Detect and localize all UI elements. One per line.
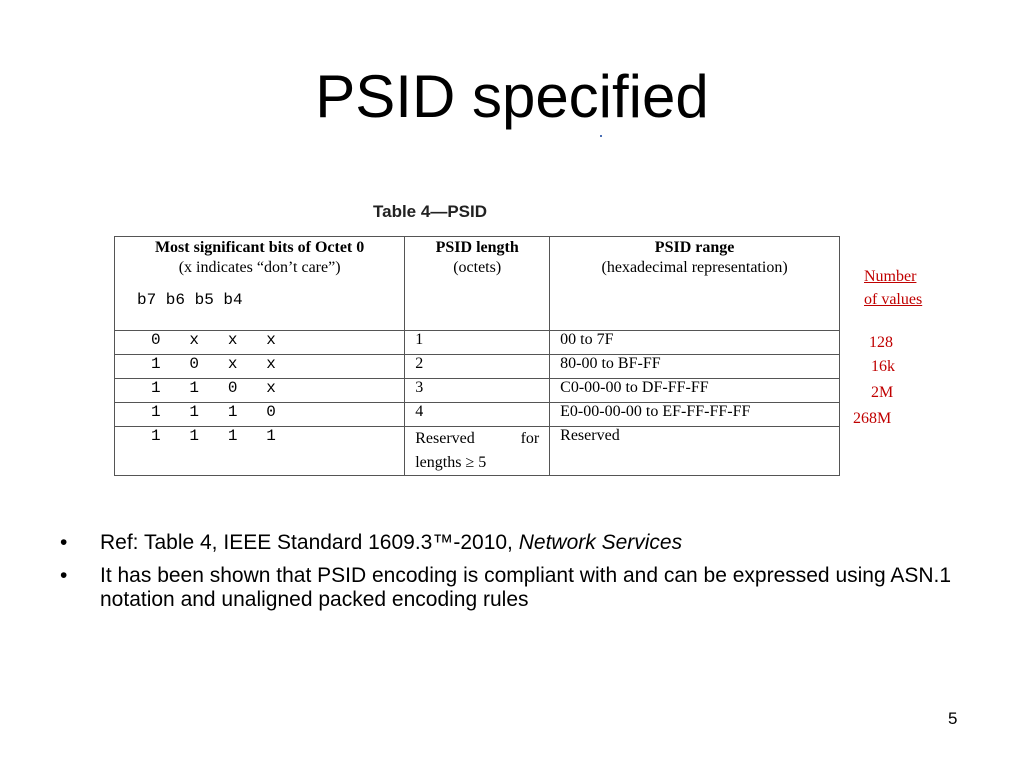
header-bit-labels: b7 b6 b5 b4	[137, 291, 243, 309]
row-bits: 1 1 0 x	[115, 379, 405, 403]
header-bits	[115, 237, 405, 331]
value-count-4: 268M	[853, 410, 892, 427]
row-length: 3	[405, 379, 550, 403]
row-length: 1	[405, 331, 550, 355]
row-range: E0-00-00-00 to EF-FF-FF-FF	[550, 403, 840, 427]
header-range-title: PSID range	[654, 239, 735, 256]
table-header-row	[115, 237, 840, 331]
bullet-list	[60, 531, 960, 621]
bullet-text	[100, 531, 960, 555]
row-bits: 1 1 1 1	[115, 427, 405, 476]
header-range-subtitle: (hexadecimal representation)	[601, 259, 788, 276]
value-count-2: 16k	[871, 358, 895, 375]
bullet-icon: •	[60, 531, 68, 554]
table-row	[115, 331, 840, 355]
bullet-item	[60, 564, 960, 612]
for-word: for	[520, 430, 540, 447]
table-caption: Table 4—PSID	[373, 202, 487, 221]
row-bits: 0 x x x	[115, 331, 405, 355]
bullet-text: It has been shown that PSID encoding is compliant with and can be expressed using ASN.1 notation and unaligned packed encoding rules	[100, 564, 952, 611]
bullet-ref-text: Ref: Table 4, IEEE Standard 1609.3™-2010,	[100, 531, 519, 554]
decorative-dot	[600, 135, 602, 137]
table-row	[115, 379, 840, 403]
table-row	[115, 427, 840, 476]
bullet-item	[60, 531, 960, 555]
psid-table	[114, 236, 840, 476]
number-of-values-line1: Number	[864, 268, 917, 285]
row-range: 80-00 to BF-FF	[550, 355, 840, 379]
row-range: Reserved	[550, 427, 840, 476]
table-row	[115, 355, 840, 379]
reserved-line	[415, 427, 539, 451]
value-count-3: 2M	[871, 384, 894, 401]
header-bits-title: Most significant bits of Octet 0	[154, 239, 365, 256]
row-bits: 1 1 1 0	[115, 403, 405, 427]
row-length: 4	[405, 403, 550, 427]
reserved-word: Reserved	[415, 430, 475, 447]
row-bits: 1 0 x x	[115, 355, 405, 379]
table-row	[115, 403, 840, 427]
header-range	[550, 237, 840, 331]
header-length	[405, 237, 550, 331]
value-count-1: 128	[869, 334, 893, 351]
bullet-ref-italic: Network Services	[518, 531, 683, 554]
number-of-values-header	[864, 265, 922, 311]
lengths-line: lengths ≥ 5	[415, 454, 487, 471]
row-range: 00 to 7F	[550, 331, 840, 355]
row-length	[405, 427, 550, 476]
header-length-subtitle: (octets)	[453, 259, 502, 276]
number-of-values-line2: of values	[864, 291, 923, 308]
row-length: 2	[405, 355, 550, 379]
header-bits-subtitle: (x indicates “don’t care”)	[178, 259, 341, 276]
row-range: C0-00-00 to DF-FF-FF	[550, 379, 840, 403]
page-number: 5	[948, 709, 958, 728]
bullet-icon: •	[60, 564, 68, 587]
slide-title: PSID specified	[315, 63, 709, 130]
header-length-title: PSID length	[435, 239, 519, 256]
